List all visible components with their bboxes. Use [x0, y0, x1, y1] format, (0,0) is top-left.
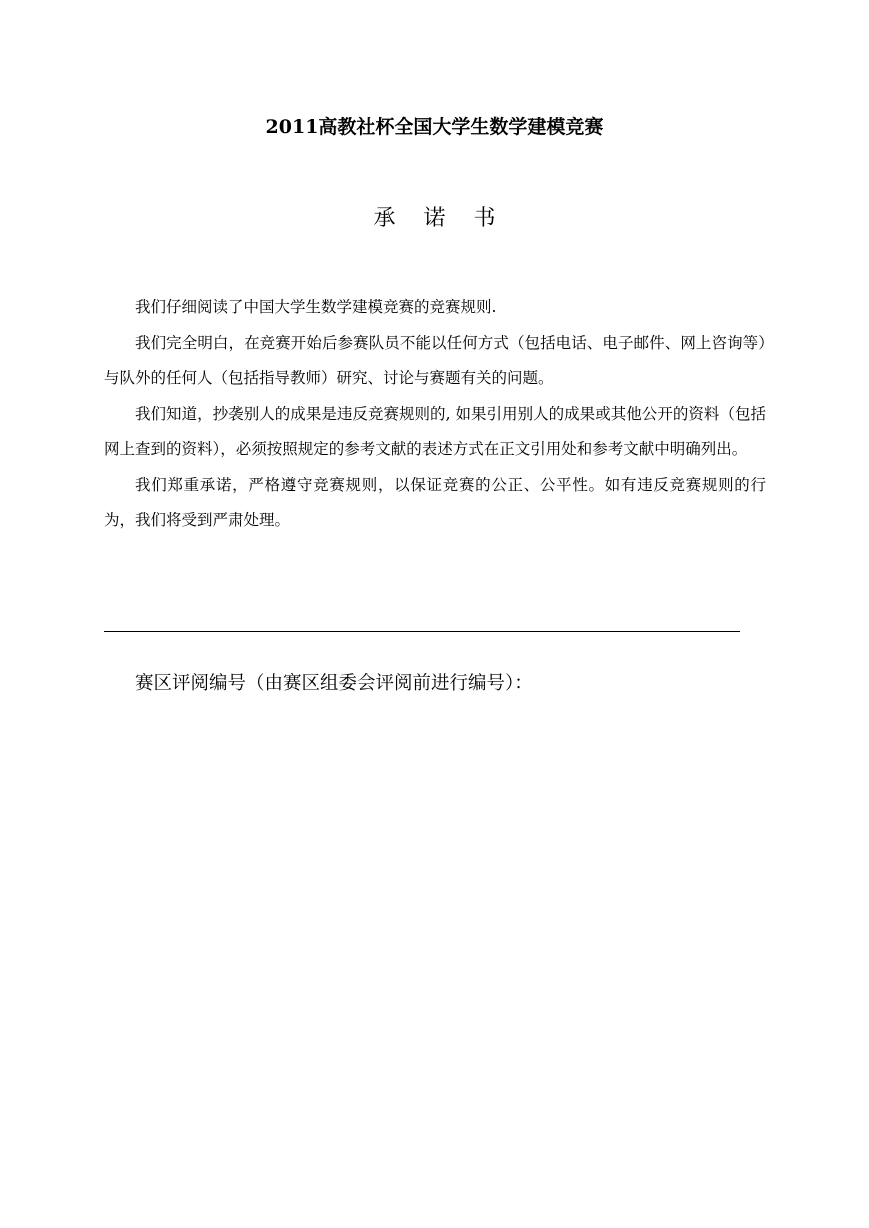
paragraph-solemn-promise: 我们郑重承诺，严格遵守竞赛规则，以保证竞赛的公正、公平性。如有违反竞赛规则的行为，我们将受到严肃处理。: [104, 475, 766, 529]
heading-char: 承: [373, 206, 396, 231]
heading-char: 诺: [423, 206, 446, 231]
commitment-heading: [0, 204, 869, 234]
competition-title: 2011高教社杯全国大学生数学建模竞赛: [265, 116, 604, 138]
paragraph-no-outside-contact: 我们完全明白，在竞赛开始后参赛队员不能以任何方式（包括电话、电子邮件、网上咨询等）与队外的任何人（包括指导教师）研究、讨论与赛题有关的问题。: [104, 333, 766, 387]
heading-char: 书: [473, 206, 496, 231]
commitment-body: [104, 290, 766, 539]
review-number-label: 赛区评阅编号（由赛区组委会评阅前进行编号）：: [135, 673, 533, 694]
paragraph-read-rules: 我们仔细阅读了中国大学生数学建模竞赛的竞赛规则.: [135, 298, 497, 316]
separator-line: [104, 631, 740, 632]
paragraph-plagiarism: 我们知道，抄袭别人的成果是违反竞赛规则的, 如果引用别人的成果或其他公开的资料（包括网上查到的资料），必须按照规定的参考文献的表述方式在正文引用处和参考文献中明确列出。: [104, 404, 766, 458]
